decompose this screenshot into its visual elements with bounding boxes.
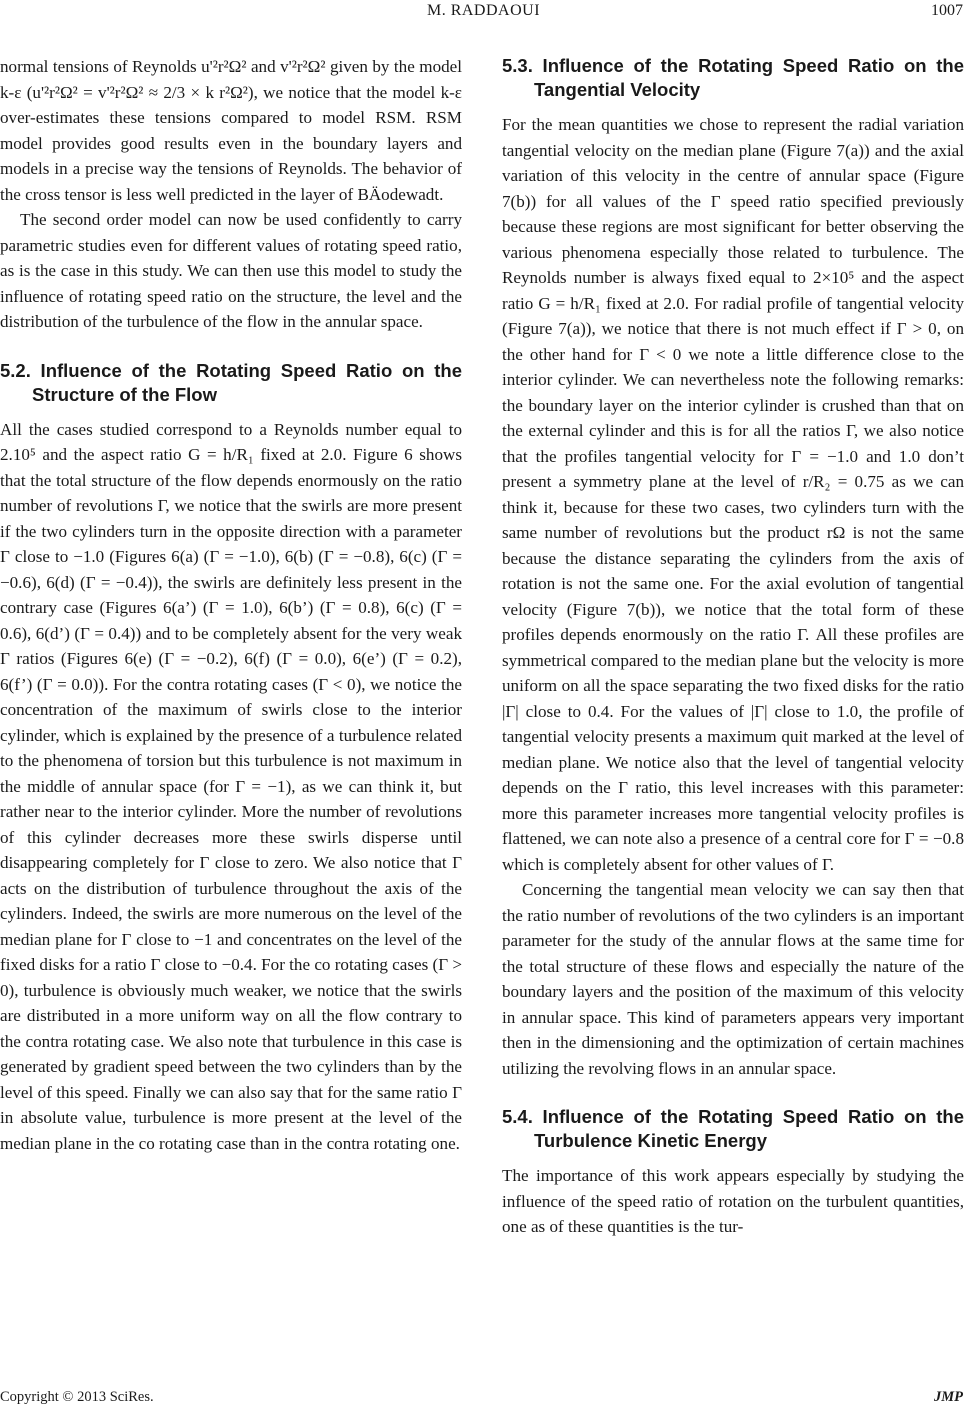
paragraph-structure-of-flow: All the cases studied correspond to a Reynolds number equal to 2.10⁵ and the aspect ratio G = h/R₁ fixed at 2.0. Figure 6 shows that the total structure of the flow depends enormously on the ratio number of revolutions Γ, we notice that the swirls are more present if the two cylinders turn in the opposite direction with a parameter Γ close to −1.0 (Figures 6(a) (Γ = −1.0), 6(b) (Γ = −0.8), 6(c) (Γ = −0.6), 6(d) (Γ = −0.4)), the swirls are definitely less present in the contrary case (Figures 6(a’) (Γ = 1.0), 6(b’) (Γ = 0.8), 6(c) (Γ = 0.6), 6(d’) (Γ = 0.4)) and to be completely absent for the very weak Γ ratios (Figures 6(e) (Γ = −0.2), 6(f) (Γ = 0.0), 6(e’) (Γ = 0.2), 6(f’) (Γ = 0.0)). For the contra rotating cases (Γ < 0), we notice the concentration of the maximum of swirls close to the interior cylinder, which is explained by the presence of a turbulence related to the phenomena of torsion but this turbulence is not maximum in the middle of annular space (for Γ = −1), as we can think it, but rather near to the interior cylinder. More the number of revolutions of this cylinder decreases more these swirls disperse until disappearing completely for Γ close to zero. We also notice that Γ acts on the distribution of turbulence throughout the axis of the cylinders. Indeed, the swirls are more numerous on the level of the median plane for Γ close to −1 and concentrates on the level of the fixed disks for a ratio Γ close to −0.4. For the co rotating cases (Γ > 0), turbulence is obviously much weaker, we notice that the swirls are distributed in a more uniform way on all the flow contrary to the contra rotating case. We also note that turbulence in this case is generated by gradient speed between the two cylinders than by the level of this speed. Finally we can also say that for the same ratio Γ in absolute value, turbulence is more present at the level of the median plane in the co rotating case than in the contra rotating one. (0, 419, 463, 1153)
section-heading-5-2: 5.2. Influence of the Rotating Speed Ratio on the Structure of the Flow (0, 359, 462, 405)
paragraph-tangential-conclusion: Concerning the tangential mean velocity we can say then that the ratio number of revolutions of the two cylinders is an important parameter for the study of the annular flows at the same time for the total structure of these flows and especially the nature of the boundary layers and the position of the maximum of this velocity in annular space. This kind of parameters appears very important then in the dimensioning and the optimization of certain machines utilizing the revolving flows in an annular space. (502, 880, 964, 1078)
paragraph-reynolds-tensions: normal tensions of Reynolds u'²r²Ω² and v'²r²Ω² given by the model k-ε (u'²r²Ω² = v'²r²Ω² ≈ 2/3 × k r²Ω²), we notice that the model k-ε over-estimates these tensions compared to model RSM. RSM model provides good results even in the boundary layers and models in a precise way the tensions of Reynolds. The behavior of the cross tensor is less well predicted in the layer of BÄodewadt. (0, 57, 462, 204)
running-header-author: M. RADDAOUI (426, 2, 541, 19)
page-number: 1007 (931, 2, 963, 19)
paragraph-turbulence-kinetic-energy: The importance of this work appears especially by studying the influence of the speed ratio of rotation on the turbulent quantities, one as of these quantities is the tur- (502, 1166, 964, 1236)
footer-copyright: Copyright © 2013 SciRes. (0, 1389, 154, 1405)
footer-journal: JMP (934, 1389, 963, 1405)
paragraph-second-order-model: The second order model can now be used confidently to carry parametric studies even for different values of rotating speed ratio, as is the case in this study. We can then use this model to study the influence of rotating speed ratio on the structure, the level and the distribution of the turbulence of the flow in the annular space. (0, 210, 462, 331)
paragraph-tangential-velocity: For the mean quantities we chose to represent the radial variation tangential velocity on the median plane (Figure 7(a)) and the axial variation of this velocity in the centre of annular space (Figure 7(b)) for all values of the Γ speed ratio specified previously because these regions are most significant for better observing the various phenomena especially those related to turbulence. The Reynolds number is always fixed equal to 2×10⁵ and the aspect ratio G = h/R₁ fixed at 2.0. For radial profile of tangential velocity (Figure 7(a)), we notice that there is not much effect if Γ > 0, on the other hand for Γ < 0 we note a little difference close to the interior cylinder. We can nevertheless note the following remarks: the boundary layer on the interior cylinder is crushed than that on the external cylinder and this is for all the ratios Γ, we also notice that the profiles tangential velocity for Γ = −1.0 and 1.0 don’t present a symmetry plane at the level of r/R₂ = 0.75 as we can think it, because for these two cases, two cylinders turn with the same number of revolutions but the product rΩ is not the same because the distance separating the cylinders from the axis of rotation is not the same one. For the axial evolution of tangential velocity (Figure 7(b)), we notice that the total form of these profiles depends enormously on the ratio Γ. All these profiles are symmetrical compared to the median plane but the velocity is more uniform on all the space separating the two fixed disks for the ratio |Γ| close to 0.4. For the values of |Γ| close to 1.0, the profile of tangential velocity presents a maximum quit marked at the level of median plane. We notice also that the level of tangential velocity depends on the Γ ratio, this level increases with this parameter: more this parameter increases more tangential velocity profiles is flattened, we can note also a presence of a central core for Γ = −0.8 which is completely absent for other values of Γ. (502, 115, 964, 874)
right-column (502, 54, 964, 1240)
section-heading-5-4: 5.4. Influence of the Rotating Speed Ratio on the Turbulence Kinetic Energy (502, 1106, 964, 1151)
section-heading-5-3: 5.3. Influence of the Rotating Speed Ratio on the Tangential Velocity (502, 55, 964, 100)
left-column (0, 54, 462, 1156)
